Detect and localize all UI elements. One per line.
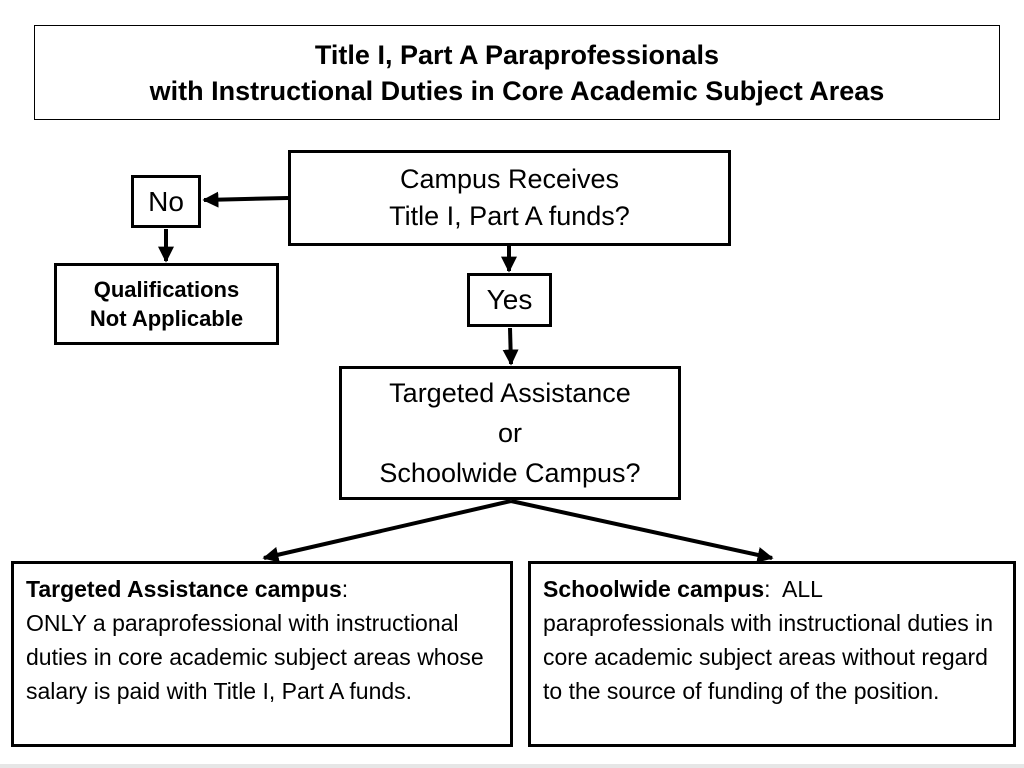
footer-divider [0, 764, 1024, 768]
qualifications-line-2: Not Applicable [89, 306, 244, 331]
schoolwide-body: ALL paraprofessionals with instructional duties in core academic subject areas without regard to the source of funding of the position. [543, 576, 994, 704]
targeted-assistance-separator: : [341, 576, 349, 602]
arrow-to-targeted-assistance [264, 501, 511, 558]
funds-question-line-2: Title I, Part A funds? [389, 201, 630, 231]
targeted-assistance-heading: Targeted Assistance campus [26, 576, 342, 602]
arrow-yes-to-campus-type [510, 328, 511, 364]
targeted-assistance-box [11, 561, 513, 747]
qualifications-line-1: Qualifications [93, 277, 240, 302]
funds-question-line-1: Campus Receives [399, 164, 620, 194]
targeted-assistance-body: ONLY a paraprofessional with instructional duties in core academic subject areas whose salary is paid with Title I, Part A funds. [26, 610, 484, 704]
campus-type-line-3: Schoolwide Campus? [379, 458, 641, 488]
yes-label: Yes [486, 284, 533, 315]
arrow-to-no [204, 198, 288, 200]
no-label: No [148, 185, 184, 217]
schoolwide-box [528, 561, 1016, 747]
schoolwide-heading: Schoolwide campus [543, 576, 765, 602]
arrow-to-schoolwide [511, 501, 772, 558]
no-box [131, 175, 201, 228]
title-line-2: with Instructional Duties in Core Academic Subject Areas [149, 75, 885, 106]
campus-type-line-1: Targeted Assistance [389, 378, 631, 408]
title-line-1: Title I, Part A Paraprofessionals [314, 39, 720, 70]
funds-question-box [288, 150, 731, 246]
campus-type-question-box [339, 366, 681, 500]
schoolwide-separator: : [764, 576, 771, 602]
campus-type-line-2: or [497, 418, 522, 448]
yes-box [467, 273, 552, 327]
qualifications-not-applicable-box [54, 263, 279, 345]
title-box [34, 25, 1000, 120]
